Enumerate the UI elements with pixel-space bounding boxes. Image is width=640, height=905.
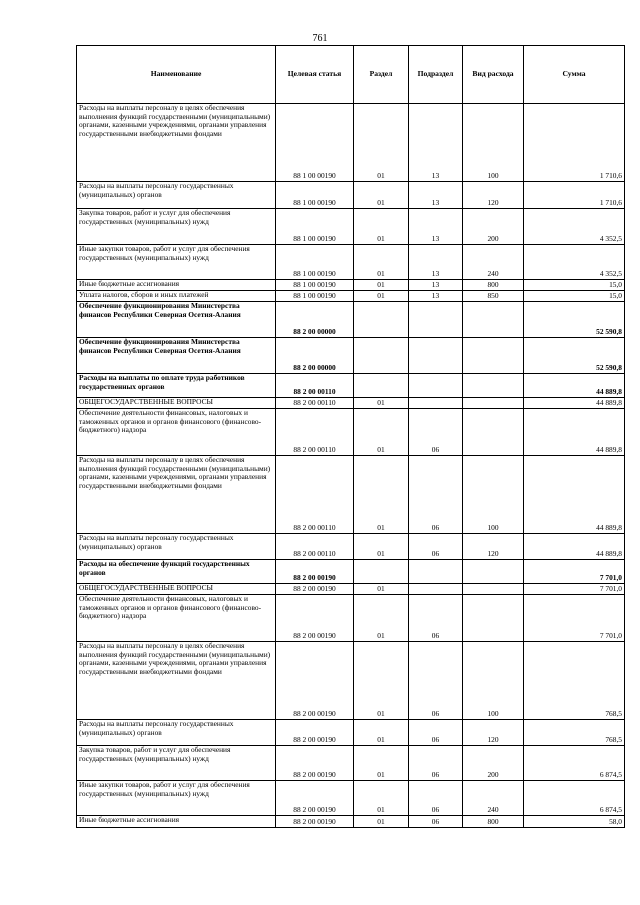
cell-expense-kind: 850 xyxy=(463,291,524,302)
cell-subsection: 06 xyxy=(409,409,463,456)
cell-sum: 6 874,5 xyxy=(524,781,625,816)
cell-target-article: 88 2 00 00000 xyxy=(276,338,354,374)
cell-expense-kind: 240 xyxy=(463,781,524,816)
table-row xyxy=(77,374,625,398)
cell-target-article: 88 1 00 00190 xyxy=(276,280,354,291)
cell-section: 01 xyxy=(354,584,409,595)
cell-sum: 44 889,8 xyxy=(524,398,625,409)
cell-target-article: 88 2 00 00190 xyxy=(276,746,354,781)
cell-name: Расходы на выплаты персоналу государственных (муниципальных) органов xyxy=(77,182,276,209)
table-row xyxy=(77,209,625,245)
table-row xyxy=(77,302,625,338)
table-row xyxy=(77,595,625,642)
cell-section: 01 xyxy=(354,291,409,302)
cell-expense-kind: 800 xyxy=(463,280,524,291)
cell-target-article: 88 1 00 00190 xyxy=(276,104,354,182)
cell-target-article: 88 2 00 00110 xyxy=(276,456,354,534)
cell-name: Иные закупки товаров, работ и услуг для обеспечения государственных (муниципальных) нужд xyxy=(77,781,276,816)
cell-target-article: 88 2 00 00190 xyxy=(276,595,354,642)
cell-sum: 768,5 xyxy=(524,642,625,720)
cell-subsection: 06 xyxy=(409,746,463,781)
cell-name: Расходы на выплаты персоналу государственных (муниципальных) органов xyxy=(77,720,276,746)
cell-section: 01 xyxy=(354,534,409,560)
cell-name: ОБЩЕГОСУДАРСТВЕННЫЕ ВОПРОСЫ xyxy=(77,398,276,409)
cell-name: Расходы на выплаты по оплате труда работников государственных органов xyxy=(77,374,276,398)
cell-target-article: 88 2 00 00110 xyxy=(276,374,354,398)
cell-sum: 768,5 xyxy=(524,720,625,746)
cell-name: Иные бюджетные ассигнования xyxy=(77,280,276,291)
header-subsection: Подраздел xyxy=(409,46,463,104)
cell-expense-kind: 200 xyxy=(463,746,524,781)
budget-table xyxy=(76,45,625,828)
cell-subsection: 06 xyxy=(409,456,463,534)
cell-sum: 44 889,8 xyxy=(524,374,625,398)
table-row xyxy=(77,280,625,291)
cell-subsection: 06 xyxy=(409,720,463,746)
cell-sum: 52 590,8 xyxy=(524,302,625,338)
cell-target-article: 88 2 00 00190 xyxy=(276,816,354,828)
table-row xyxy=(77,456,625,534)
cell-expense-kind: 100 xyxy=(463,642,524,720)
cell-section: 01 xyxy=(354,398,409,409)
cell-expense-kind xyxy=(463,374,524,398)
cell-name: Расходы на выплаты персоналу государственных (муниципальных) органов xyxy=(77,534,276,560)
cell-section: 01 xyxy=(354,720,409,746)
cell-sum: 4 352,5 xyxy=(524,245,625,280)
cell-section: 01 xyxy=(354,595,409,642)
table-row xyxy=(77,781,625,816)
cell-expense-kind: 120 xyxy=(463,720,524,746)
cell-subsection xyxy=(409,560,463,584)
cell-expense-kind xyxy=(463,560,524,584)
cell-sum: 4 352,5 xyxy=(524,209,625,245)
cell-sum: 44 889,8 xyxy=(524,534,625,560)
cell-name: Закупка товаров, работ и услуг для обеспечения государственных (муниципальных) нужд xyxy=(77,746,276,781)
cell-section xyxy=(354,560,409,584)
cell-expense-kind: 800 xyxy=(463,816,524,828)
cell-target-article: 88 2 00 00110 xyxy=(276,534,354,560)
cell-name: Обеспечение функционирования Министерства финансов Республики Северная Осетия-Алания xyxy=(77,338,276,374)
cell-subsection: 13 xyxy=(409,291,463,302)
cell-section: 01 xyxy=(354,209,409,245)
cell-target-article: 88 2 00 00000 xyxy=(276,302,354,338)
cell-subsection xyxy=(409,584,463,595)
cell-subsection xyxy=(409,398,463,409)
cell-name: Иные бюджетные ассигнования xyxy=(77,816,276,828)
cell-sum: 15,0 xyxy=(524,291,625,302)
cell-subsection: 06 xyxy=(409,595,463,642)
cell-target-article: 88 2 00 00190 xyxy=(276,560,354,584)
cell-expense-kind: 200 xyxy=(463,209,524,245)
cell-expense-kind: 120 xyxy=(463,182,524,209)
cell-section: 01 xyxy=(354,781,409,816)
cell-subsection: 13 xyxy=(409,209,463,245)
cell-section: 01 xyxy=(354,182,409,209)
cell-name: Расходы на выплаты персоналу в целях обеспечения выполнения функций государственными (муниципальными) органами, казенными учреждениями, органами управления государственными внебюджетными фондами xyxy=(77,104,276,182)
cell-name: Уплата налогов, сборов и иных платежей xyxy=(77,291,276,302)
cell-expense-kind: 120 xyxy=(463,534,524,560)
cell-section: 01 xyxy=(354,456,409,534)
cell-expense-kind xyxy=(463,302,524,338)
header-section: Раздел xyxy=(354,46,409,104)
cell-sum: 1 710,6 xyxy=(524,182,625,209)
table-row xyxy=(77,816,625,828)
cell-name: Обеспечение деятельности финансовых, налоговых и таможенных органов и органов финансового (финансово-бюджетного) надзора xyxy=(77,595,276,642)
cell-target-article: 88 1 00 00190 xyxy=(276,245,354,280)
table-row xyxy=(77,409,625,456)
page-number: 761 xyxy=(312,33,328,44)
cell-target-article: 88 1 00 00190 xyxy=(276,182,354,209)
cell-target-article: 88 2 00 00110 xyxy=(276,398,354,409)
cell-expense-kind: 100 xyxy=(463,104,524,182)
table-row xyxy=(77,104,625,182)
table-row xyxy=(77,746,625,781)
cell-section: 01 xyxy=(354,280,409,291)
table-row xyxy=(77,182,625,209)
table-header-row xyxy=(77,46,625,104)
cell-name: Обеспечение функционирования Министерства финансов Республики Северная Осетия-Алания xyxy=(77,302,276,338)
cell-subsection: 06 xyxy=(409,816,463,828)
table-row xyxy=(77,338,625,374)
cell-sum: 1 710,6 xyxy=(524,104,625,182)
cell-subsection xyxy=(409,338,463,374)
table-body xyxy=(77,104,625,828)
cell-sum: 7 701,0 xyxy=(524,560,625,584)
cell-section xyxy=(354,374,409,398)
cell-sum: 44 889,8 xyxy=(524,409,625,456)
table-row xyxy=(77,291,625,302)
table-row xyxy=(77,245,625,280)
cell-subsection: 06 xyxy=(409,534,463,560)
cell-expense-kind xyxy=(463,584,524,595)
cell-section: 01 xyxy=(354,245,409,280)
header-sum: Сумма xyxy=(524,46,625,104)
cell-name: Обеспечение деятельности финансовых, налоговых и таможенных органов и органов финансового (финансово-бюджетного) надзора xyxy=(77,409,276,456)
cell-name: Расходы на обеспечение функций государственных органов xyxy=(77,560,276,584)
cell-subsection: 06 xyxy=(409,781,463,816)
cell-name: Расходы на выплаты персоналу в целях обеспечения выполнения функций государственными (муниципальными) органами, казенными учреждениями, органами управления государственными внебюджетными фондами xyxy=(77,642,276,720)
cell-target-article: 88 2 00 00110 xyxy=(276,409,354,456)
table-row xyxy=(77,584,625,595)
cell-subsection: 13 xyxy=(409,245,463,280)
header-name: Наименование xyxy=(77,46,276,104)
cell-name: Закупка товаров, работ и услуг для обеспечения государственных (муниципальных) нужд xyxy=(77,209,276,245)
cell-expense-kind: 240 xyxy=(463,245,524,280)
cell-section xyxy=(354,338,409,374)
cell-section: 01 xyxy=(354,816,409,828)
table-row xyxy=(77,720,625,746)
table-row xyxy=(77,398,625,409)
cell-target-article: 88 2 00 00190 xyxy=(276,720,354,746)
cell-sum: 7 701,0 xyxy=(524,584,625,595)
cell-subsection: 06 xyxy=(409,642,463,720)
cell-sum: 15,0 xyxy=(524,280,625,291)
cell-sum: 6 874,5 xyxy=(524,746,625,781)
cell-subsection: 13 xyxy=(409,182,463,209)
cell-subsection: 13 xyxy=(409,104,463,182)
header-target-article: Целевая статья xyxy=(276,46,354,104)
cell-sum: 58,0 xyxy=(524,816,625,828)
cell-name: Иные закупки товаров, работ и услуг для обеспечения государственных (муниципальных) нужд xyxy=(77,245,276,280)
header-expense-kind: Вид расхода xyxy=(463,46,524,104)
table-row xyxy=(77,534,625,560)
table-row xyxy=(77,642,625,720)
cell-sum: 44 889,8 xyxy=(524,456,625,534)
cell-expense-kind xyxy=(463,338,524,374)
cell-expense-kind xyxy=(463,409,524,456)
cell-target-article: 88 2 00 00190 xyxy=(276,781,354,816)
cell-subsection xyxy=(409,302,463,338)
cell-subsection xyxy=(409,374,463,398)
cell-name: ОБЩЕГОСУДАРСТВЕННЫЕ ВОПРОСЫ xyxy=(77,584,276,595)
cell-section: 01 xyxy=(354,746,409,781)
cell-section: 01 xyxy=(354,642,409,720)
cell-section: 01 xyxy=(354,104,409,182)
cell-expense-kind xyxy=(463,595,524,642)
cell-target-article: 88 1 00 00190 xyxy=(276,209,354,245)
cell-target-article: 88 2 00 00190 xyxy=(276,584,354,595)
cell-target-article: 88 1 00 00190 xyxy=(276,291,354,302)
cell-expense-kind: 100 xyxy=(463,456,524,534)
cell-sum: 52 590,8 xyxy=(524,338,625,374)
table-row xyxy=(77,560,625,584)
cell-sum: 7 701,0 xyxy=(524,595,625,642)
cell-target-article: 88 2 00 00190 xyxy=(276,642,354,720)
cell-name: Расходы на выплаты персоналу в целях обеспечения выполнения функций государственными (муниципальными) органами, казенными учреждениями, органами управления государственными внебюджетными фондами xyxy=(77,456,276,534)
cell-section xyxy=(354,302,409,338)
cell-subsection: 13 xyxy=(409,280,463,291)
cell-section: 01 xyxy=(354,409,409,456)
cell-expense-kind xyxy=(463,398,524,409)
